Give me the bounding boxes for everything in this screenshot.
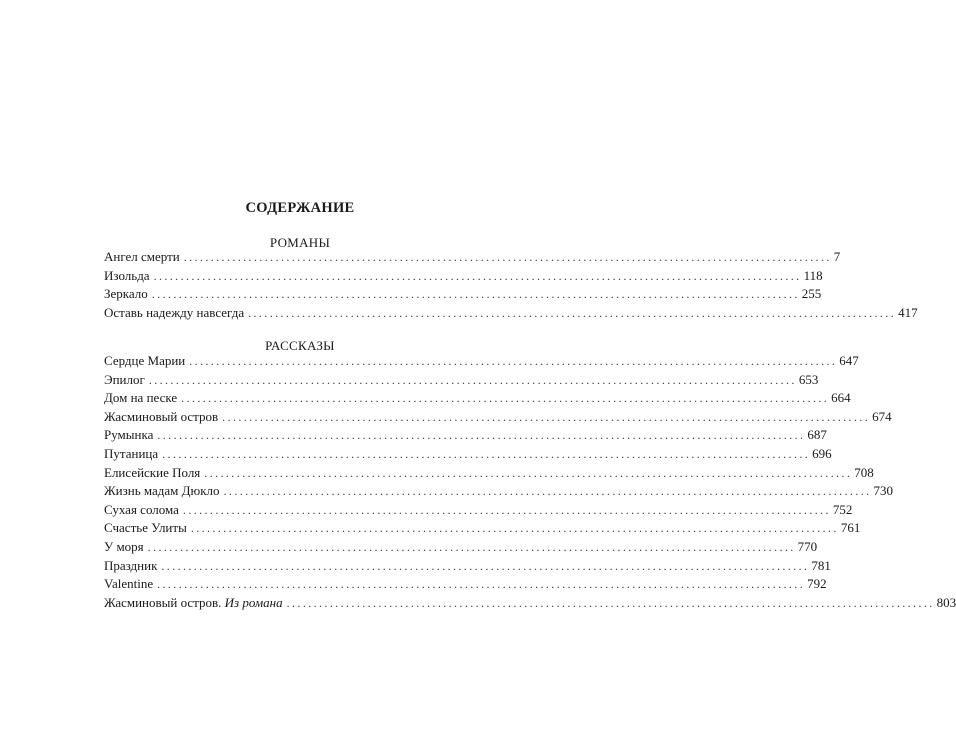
toc-entry <box>104 519 861 538</box>
toc-entry-title-text: Румынка <box>104 427 154 443</box>
toc-entry-title-text: Счастье Улиты <box>104 520 187 536</box>
dot-leader: ........................................................................................................................ <box>189 354 838 368</box>
toc-list-stories <box>104 352 956 612</box>
toc-entry-page-number: 761 <box>840 520 861 536</box>
toc-entry <box>104 248 841 267</box>
toc-entry-title <box>104 464 204 483</box>
toc-entry-title <box>104 285 152 304</box>
toc-entry-page-number: 708 <box>854 464 874 480</box>
dot-leader: ........................................................................................................................ <box>286 595 935 610</box>
toc-entry <box>104 482 894 501</box>
toc-entry <box>104 304 918 323</box>
toc-entry-page-number: 696 <box>812 445 832 461</box>
toc-entry <box>104 267 823 286</box>
toc-entry-title-text: Жасминовый остров <box>104 408 219 424</box>
toc-entry-title <box>104 304 248 323</box>
toc-entry <box>104 352 859 371</box>
toc-entry-page-number: 781 <box>811 557 831 573</box>
dot-leader: ........................................................................................................................ <box>148 372 797 387</box>
toc-entry <box>104 371 819 390</box>
toc-entry <box>104 389 851 408</box>
toc-entry-page-number: 730 <box>873 483 894 499</box>
toc-entry <box>104 594 956 613</box>
toc-entry <box>104 285 822 304</box>
dot-leader: ........................................................................................................................ <box>190 521 839 536</box>
toc-entry-title <box>104 248 184 267</box>
toc-entry-page-number: 792 <box>807 576 827 592</box>
toc-entry-title-text: Зеркало <box>104 286 148 302</box>
toc-entry-title-text: Дом на песке <box>104 390 178 406</box>
toc-entry <box>104 445 832 464</box>
toc-entry <box>104 538 818 557</box>
dot-leader: ........................................................................................................................ <box>204 465 853 480</box>
dot-leader: ........................................................................................................................ <box>147 539 796 554</box>
toc-entry-page-number: 647 <box>839 353 859 368</box>
toc-entry-title <box>104 352 189 371</box>
dot-leader: ........................................................................................................................ <box>181 391 830 406</box>
toc-entry-title-text: Путаница <box>104 445 159 461</box>
toc-entry <box>104 501 853 520</box>
dot-leader: ........................................................................................................................ <box>151 287 800 302</box>
toc-entry-page-number: 752 <box>832 501 853 517</box>
dot-leader: ........................................................................................................................ <box>157 428 806 443</box>
toc-entry-title-text: Праздник <box>104 557 158 573</box>
toc-entry-title <box>104 519 191 538</box>
toc-entry <box>104 426 827 445</box>
toc-entry-subtitle: Из романа <box>224 594 283 610</box>
toc-entry-title-text: Жасминовый остров. <box>104 594 222 610</box>
toc-entry-page-number: 255 <box>801 286 822 302</box>
toc-entry-title <box>104 575 157 594</box>
toc-entry <box>104 575 827 594</box>
toc-entry-page-number: 674 <box>872 408 892 424</box>
dot-leader: ........................................................................................................................ <box>223 484 872 499</box>
toc-entry <box>104 408 892 427</box>
toc-entry-page-number: 7 <box>833 249 841 264</box>
toc-entry-title-text: Valentine <box>104 576 154 592</box>
dot-leader: ........................................................................................................................ <box>183 250 832 264</box>
toc-entry-page-number: 664 <box>831 390 851 406</box>
toc-entry-title-text: Ангел смерти <box>104 249 180 264</box>
toc-entry-title <box>104 389 181 408</box>
toc-entry-title-text: У моря <box>104 538 144 554</box>
toc-entry-title-text: Изольда <box>104 267 150 283</box>
toc-entry-title-text: Елисейские Поля <box>104 464 201 480</box>
toc-entry-page-number: 118 <box>803 267 823 283</box>
toc-entry-page-number: 770 <box>797 538 818 554</box>
toc-entry-title <box>104 445 162 464</box>
toc-entry-title <box>104 557 161 576</box>
dot-leader: ........................................................................................................................ <box>157 577 806 592</box>
dot-leader: ........................................................................................................................ <box>182 502 831 517</box>
toc-entry-title <box>104 482 224 501</box>
toc-entry <box>104 557 831 576</box>
toc-entry-title <box>104 267 154 286</box>
section-heading-stories: РАССКАЗЫ <box>265 338 335 353</box>
toc-entry-title <box>104 538 148 557</box>
toc-entry-title <box>104 371 149 390</box>
toc-entry-page-number: 653 <box>798 371 819 387</box>
dot-leader: ........................................................................................................................ <box>248 305 897 320</box>
toc-entry-title-text: Оставь надежду навсегда <box>104 304 245 320</box>
toc-list-novels <box>104 248 918 322</box>
toc-entry-title <box>104 501 183 520</box>
toc-entry-title-text: Сухая солома <box>104 501 179 517</box>
toc-entry-page-number: 803 <box>936 594 956 610</box>
toc-entry-title-text: Эпилог <box>104 371 145 387</box>
dot-leader: ........................................................................................................................ <box>153 268 802 283</box>
toc-entry-title-text: Сердце Марии <box>104 353 186 368</box>
toc-entry-page-number: 687 <box>807 427 827 443</box>
dot-leader: ........................................................................................................................ <box>162 446 811 461</box>
toc-entry-title <box>104 426 157 445</box>
dot-leader: ........................................................................................................................ <box>161 558 810 573</box>
page-title: СОДЕРЖАНИЕ <box>245 199 355 216</box>
toc-entry-page-number: 417 <box>898 304 918 320</box>
toc-entry-title <box>104 408 222 427</box>
toc-entry <box>104 464 874 483</box>
dot-leader: ........................................................................................................................ <box>222 409 871 424</box>
toc-entry-title-text: Жизнь мадам Дюкло <box>104 483 220 499</box>
section-heading-novels: РОМАНЫ <box>269 235 331 250</box>
toc-entry-title <box>104 594 287 613</box>
